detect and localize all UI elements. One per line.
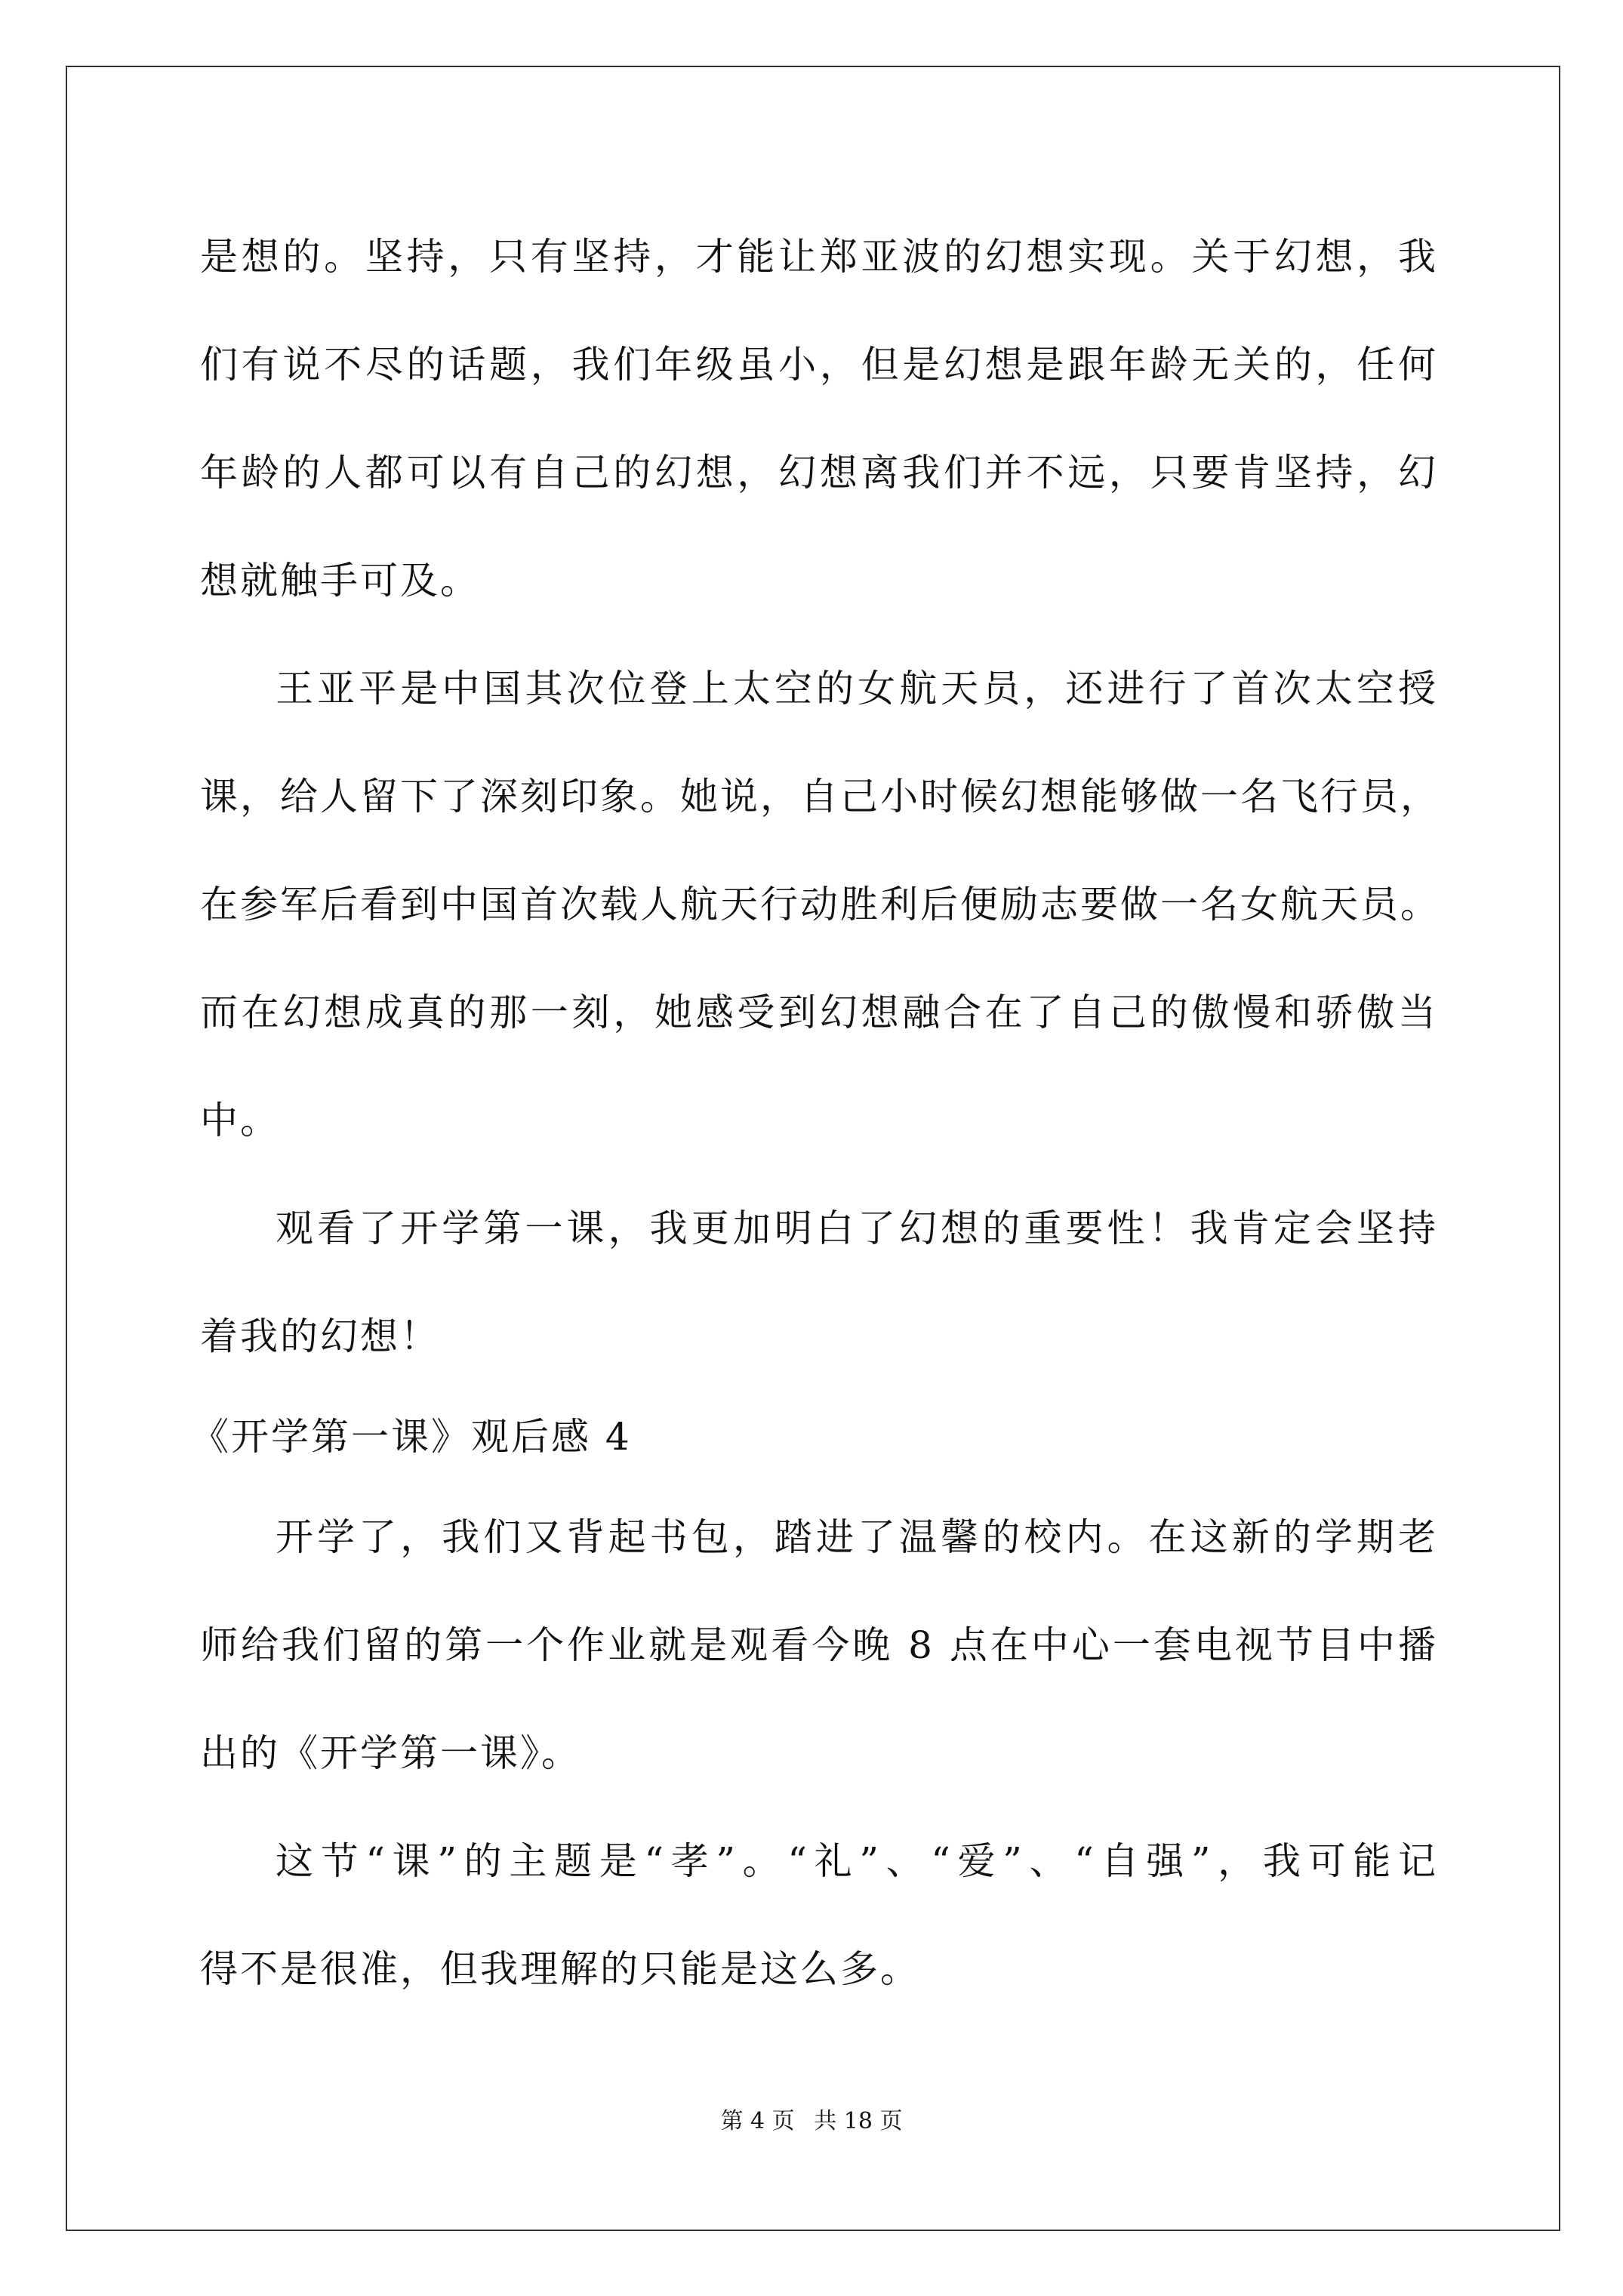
paragraph-line: 中。 xyxy=(200,1099,280,1142)
paragraph-line: 这节“课”的主题是“孝”。“礼”、“爱”、“自强”，我可能记 xyxy=(276,1839,1438,1883)
paragraph-line: 师给我们留的第一个作业就是观看今晚 8 点在中心一套电视节目中播 xyxy=(200,1623,1438,1667)
paragraph-line: 年龄的人都可以有自己的幻想，幻想离我们并不远，只要肯坚持，幻 xyxy=(200,451,1438,495)
paragraph-line: 想就触手可及。 xyxy=(200,559,480,603)
paragraph-line: 王亚平是中国其次位登上太空的女航天员，还进行了首次太空授 xyxy=(276,667,1438,710)
paragraph-line: 开学了，我们又背起书包，踏进了温馨的校内。在这新的学期老 xyxy=(276,1515,1438,1559)
paragraph-line: 出的《开学第一课》。 xyxy=(200,1731,581,1775)
page-total: 共 18 页 xyxy=(814,2108,903,2134)
page-footer xyxy=(0,2106,1623,2137)
section-heading: 《开学第一课》观后感 4 xyxy=(191,1415,632,1459)
paragraph-line: 而在幻想成真的那一刻，她感受到幻想融合在了自己的傲慢和骄傲当 xyxy=(200,991,1438,1034)
page-number: 第 4 页 xyxy=(720,2108,795,2134)
paragraph-line: 着我的幻想！ xyxy=(200,1314,440,1358)
paragraph-line: 得不是很准，但我理解的只能是这么多。 xyxy=(200,1947,920,1991)
paragraph-line: 在参军后看到中国首次载人航天行动胜利后便励志要做一名女航天员。 xyxy=(200,883,1440,926)
paragraph-line: 是想的。坚持，只有坚持，才能让郑亚波的幻想实现。关于幻想，我 xyxy=(200,235,1438,279)
paragraph-line: 观看了开学第一课，我更加明白了幻想的重要性！我肯定会坚持 xyxy=(276,1207,1438,1250)
paragraph-line: 课，给人留下了深刻印象。她说，自己小时候幻想能够做一名飞行员， xyxy=(200,775,1440,818)
paragraph-line: 们有说不尽的话题，我们年级虽小，但是幻想是跟年龄无关的，任何 xyxy=(200,343,1438,387)
